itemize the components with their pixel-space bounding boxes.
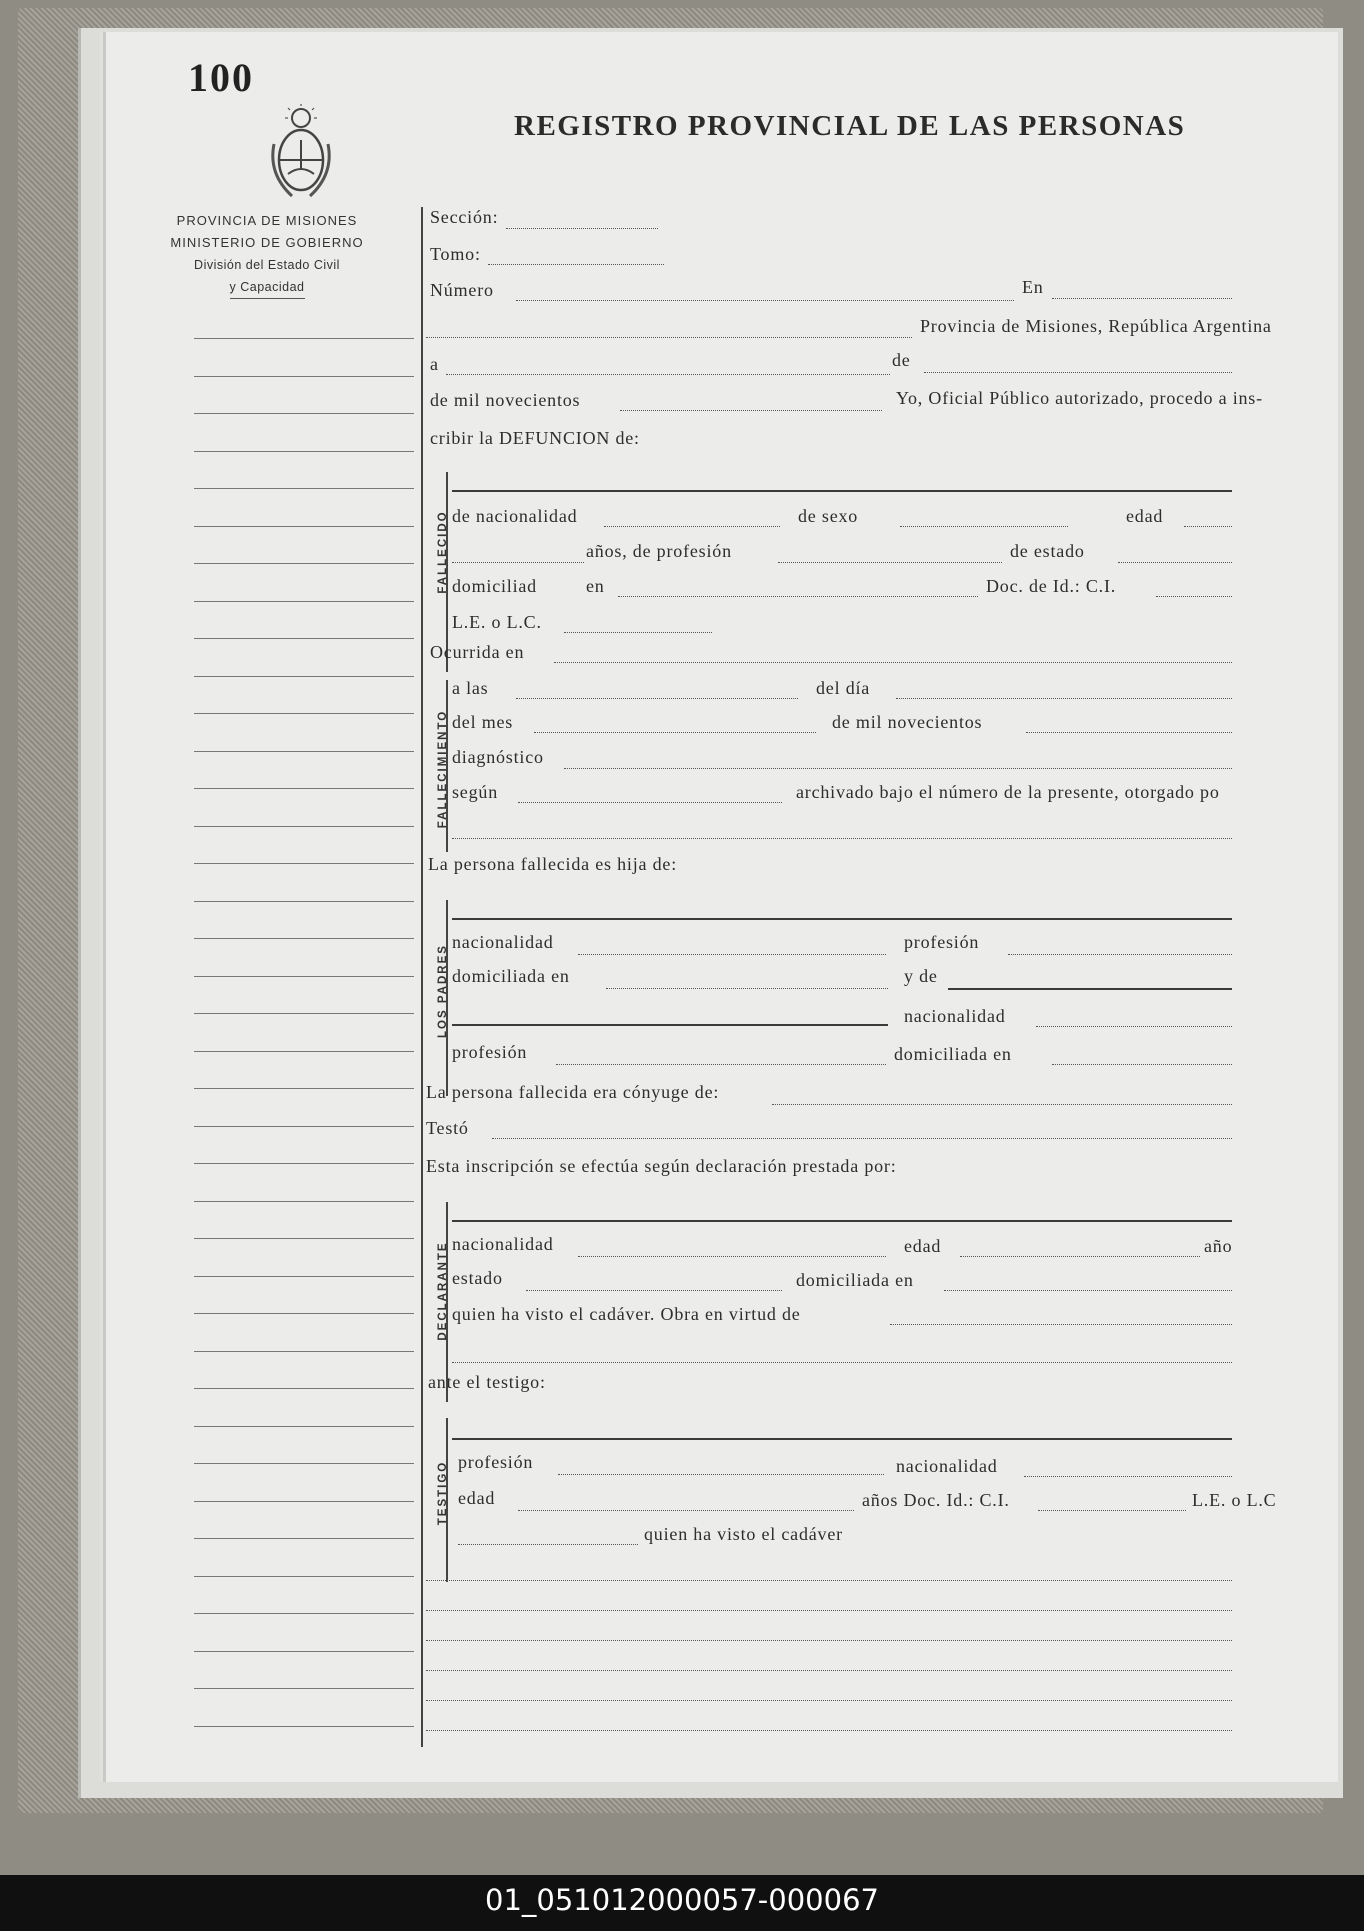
label-testo: Testó: [426, 1118, 469, 1138]
margin-line: [194, 638, 414, 639]
label-estado: de estado: [1010, 541, 1085, 561]
notes-line[interactable]: [426, 1610, 1232, 1611]
label-profesion-testigo: profesión: [458, 1452, 534, 1472]
field-localidad[interactable]: [426, 337, 912, 338]
label-nacionalidad-fallecido: de nacionalidad: [452, 506, 578, 526]
field-profesion-padre[interactable]: [1008, 954, 1232, 955]
label-anios-profesion: años, de profesión: [586, 541, 732, 561]
field-testigo-extra[interactable]: [458, 1544, 638, 1545]
field-profesion-madre[interactable]: [556, 1064, 886, 1065]
field-ci[interactable]: [1156, 596, 1232, 597]
field-ci-testigo[interactable]: [1038, 1510, 1186, 1511]
field-domicilio-declarante[interactable]: [944, 1290, 1232, 1291]
margin-line: [194, 826, 414, 827]
field-numero[interactable]: [516, 300, 1014, 301]
field-nacionalidad-padre[interactable]: [578, 954, 886, 955]
field-nacionalidad-declarante[interactable]: [578, 1256, 886, 1257]
field-testo[interactable]: [492, 1138, 1232, 1139]
label-de: de: [892, 350, 911, 370]
field-sexo[interactable]: [900, 526, 1068, 527]
side-label-testigo: TESTIGO: [437, 1460, 449, 1526]
label-y-de: y de: [904, 966, 938, 986]
label-del-dia: del día: [816, 678, 871, 698]
issuer-ministry: MINISTERIO DE GOBIERNO: [170, 235, 364, 250]
margin-line: [194, 863, 414, 864]
margin-line: [194, 1276, 414, 1277]
margin-line: [194, 1651, 414, 1652]
margin-line: [194, 676, 414, 677]
label-edad-testigo: edad: [458, 1488, 496, 1508]
label-hija-de: La persona fallecida es hija de:: [428, 854, 677, 874]
issuer-division: División del Estado Civil: [194, 258, 340, 272]
field-edad-fallecido[interactable]: [1184, 526, 1232, 527]
field-dia[interactable]: [896, 698, 1232, 699]
label-archivado: archivado bajo el número de la presente, otorgado po: [796, 782, 1220, 802]
margin-line: [194, 1051, 414, 1052]
side-label-fallecimiento: FALLECIMIENTO: [437, 709, 449, 829]
field-de[interactable]: [924, 372, 1232, 373]
notes-line[interactable]: [426, 1640, 1232, 1641]
field-otorgado-por[interactable]: [452, 838, 1232, 839]
margin-line: [194, 1238, 414, 1239]
notes-line[interactable]: [426, 1700, 1232, 1701]
label-ante-testigo: ante el testigo:: [428, 1372, 546, 1392]
field-tomo[interactable]: [488, 264, 664, 265]
margin-line: [194, 526, 414, 527]
page-number: 100: [188, 55, 254, 100]
field-a[interactable]: [446, 374, 890, 375]
side-label-declarante: DECLARANTE: [437, 1241, 449, 1341]
field-nombre-padre[interactable]: [452, 918, 1232, 920]
label-le-lc-testigo: L.E. o L.C: [1192, 1490, 1277, 1510]
scan-id-caption: 01_051012000057-000067: [485, 1883, 879, 1917]
margin-line: [194, 413, 414, 414]
column-divider: [421, 207, 423, 1747]
margin-line: [194, 901, 414, 902]
field-en[interactable]: [1052, 298, 1232, 299]
label-mil-novecientos-fallecimiento: de mil novecientos: [832, 712, 983, 732]
field-nombre-madre-cont[interactable]: [452, 1024, 888, 1026]
label-sexo: de sexo: [798, 506, 859, 526]
label-mil-novecientos: de mil novecientos: [430, 390, 581, 410]
margin-line: [194, 1688, 414, 1689]
notes-line[interactable]: [426, 1670, 1232, 1671]
field-le-lc[interactable]: [564, 632, 712, 633]
margin-line: [194, 1201, 414, 1202]
margin-line: [194, 1538, 414, 1539]
label-del-mes: del mes: [452, 712, 514, 732]
issuer-capacity: y Capacidad: [230, 276, 305, 299]
label-declaracion: Esta inscripción se efectúa según declaración prestada por:: [426, 1156, 897, 1176]
label-tomo: Tomo:: [430, 244, 481, 264]
field-mes[interactable]: [534, 732, 816, 733]
field-edad-testigo[interactable]: [518, 1510, 854, 1511]
label-anos-declarante: año: [1204, 1236, 1233, 1256]
label-edad-fallecido: edad: [1126, 506, 1164, 526]
field-nacionalidad-fallecido[interactable]: [604, 526, 780, 527]
margin-line: [194, 1613, 414, 1614]
label-nacionalidad-testigo: nacionalidad: [896, 1456, 998, 1476]
label-cadaver-declarante: quien ha visto el cadáver. Obra en virtud de: [452, 1304, 801, 1324]
margin-line: [194, 451, 414, 452]
document-title: REGISTRO PROVINCIAL DE LAS PERSONAS: [514, 110, 1186, 142]
field-anio-fallecimiento[interactable]: [1026, 732, 1232, 733]
label-edad-declarante: edad: [904, 1236, 942, 1256]
field-nacionalidad-testigo[interactable]: [1024, 1476, 1232, 1477]
margin-line: [194, 338, 414, 339]
margin-line: [194, 1501, 414, 1502]
field-estado-declarante[interactable]: [526, 1290, 782, 1291]
field-nombre-madre[interactable]: [948, 988, 1232, 990]
label-domiciliada-declarante: domiciliada en: [796, 1270, 914, 1290]
margin-line: [194, 751, 414, 752]
label-en: En: [1022, 277, 1044, 297]
field-estado[interactable]: [1118, 562, 1232, 563]
field-ocurrida-en[interactable]: [554, 662, 1232, 663]
field-profesion-fallecido[interactable]: [778, 562, 1002, 563]
field-obra-en-virtud-cont[interactable]: [452, 1362, 1232, 1363]
label-doc-id: Doc. de Id.: C.I.: [986, 576, 1117, 596]
label-numero: Número: [430, 280, 494, 300]
field-domicilio-madre[interactable]: [1052, 1064, 1232, 1065]
label-a: a: [430, 354, 439, 374]
margin-line: [194, 1313, 414, 1314]
label-seccion: Sección:: [430, 207, 499, 227]
margin-line: [194, 1388, 414, 1389]
margin-line: [194, 976, 414, 977]
issuer-header: [156, 210, 378, 299]
label-domiciliada-padre: domiciliada en: [452, 966, 570, 986]
margin-line: [194, 1576, 414, 1577]
field-domicilio[interactable]: [618, 596, 978, 597]
margin-line: [194, 1163, 414, 1164]
label-a-las: a las: [452, 678, 489, 698]
label-domicilio: domiciliad: [452, 576, 537, 596]
notes-line[interactable]: [426, 1580, 1232, 1581]
margin-line: [194, 1013, 414, 1014]
field-diagnostico[interactable]: [564, 768, 1232, 769]
label-yo-oficial: Yo, Oficial Público autorizado, procedo a ins-: [896, 388, 1263, 408]
label-segun: según: [452, 782, 498, 802]
coat-of-arms-icon: [266, 104, 336, 204]
margin-line: [194, 713, 414, 714]
field-nombre-declarante[interactable]: [452, 1220, 1232, 1222]
label-ocurrida-en: Ocurrida en: [430, 642, 525, 662]
label-inscribir: cribir la DEFUNCION de:: [430, 428, 640, 448]
side-label-padres: LOS PADRES: [437, 944, 449, 1038]
field-profesion-testigo[interactable]: [558, 1474, 884, 1475]
margin-line: [194, 788, 414, 789]
margin-line: [194, 1351, 414, 1352]
field-nombre-fallecido[interactable]: [452, 490, 1232, 492]
margin-line: [194, 1126, 414, 1127]
field-seccion[interactable]: [506, 228, 658, 229]
label-diagnostico: diagnóstico: [452, 747, 544, 767]
label-le-lc: L.E. o L.C.: [452, 612, 542, 632]
label-domiciliada-madre: domiciliada en: [894, 1044, 1012, 1064]
margin-line: [194, 601, 414, 602]
field-conyuge[interactable]: [772, 1104, 1232, 1105]
label-profesion-madre: profesión: [452, 1042, 528, 1062]
margin-line: [194, 1426, 414, 1427]
field-hora[interactable]: [516, 698, 798, 699]
side-label-fallecido: FALLECIDO: [437, 510, 449, 594]
field-anio[interactable]: [620, 410, 882, 411]
label-profesion-padre: profesión: [904, 932, 980, 952]
label-en-domicilio: en: [586, 576, 605, 596]
margin-line: [194, 938, 414, 939]
notes-line[interactable]: [426, 1730, 1232, 1731]
field-anios[interactable]: [452, 562, 584, 563]
margin-line: [194, 563, 414, 564]
label-estado-declarante: estado: [452, 1268, 503, 1288]
field-edad-declarante[interactable]: [960, 1256, 1200, 1257]
field-segun[interactable]: [518, 802, 782, 803]
margin-line: [194, 1088, 414, 1089]
field-obra-en-virtud[interactable]: [890, 1324, 1232, 1325]
label-nacionalidad-padre: nacionalidad: [452, 932, 554, 952]
field-domicilio-padre[interactable]: [606, 988, 888, 989]
issuer-province: PROVINCIA DE MISIONES: [176, 213, 358, 228]
label-provincia: Provincia de Misiones, República Argentina: [920, 316, 1272, 336]
field-nombre-testigo[interactable]: [452, 1438, 1232, 1440]
margin-line: [194, 1726, 414, 1727]
margin-line: [194, 1463, 414, 1464]
label-conyuge: La persona fallecida era cónyuge de:: [426, 1082, 720, 1102]
margin-line: [194, 488, 414, 489]
register-page: [106, 32, 1338, 1782]
label-anos-doc-testigo: años Doc. Id.: C.I.: [862, 1490, 1010, 1510]
label-cadaver-testigo: quien ha visto el cadáver: [644, 1524, 843, 1544]
label-nacionalidad-declarante: nacionalidad: [452, 1234, 554, 1254]
margin-line: [194, 376, 414, 377]
field-nacionalidad-madre[interactable]: [1036, 1026, 1232, 1027]
label-nacionalidad-madre: nacionalidad: [904, 1006, 1006, 1026]
